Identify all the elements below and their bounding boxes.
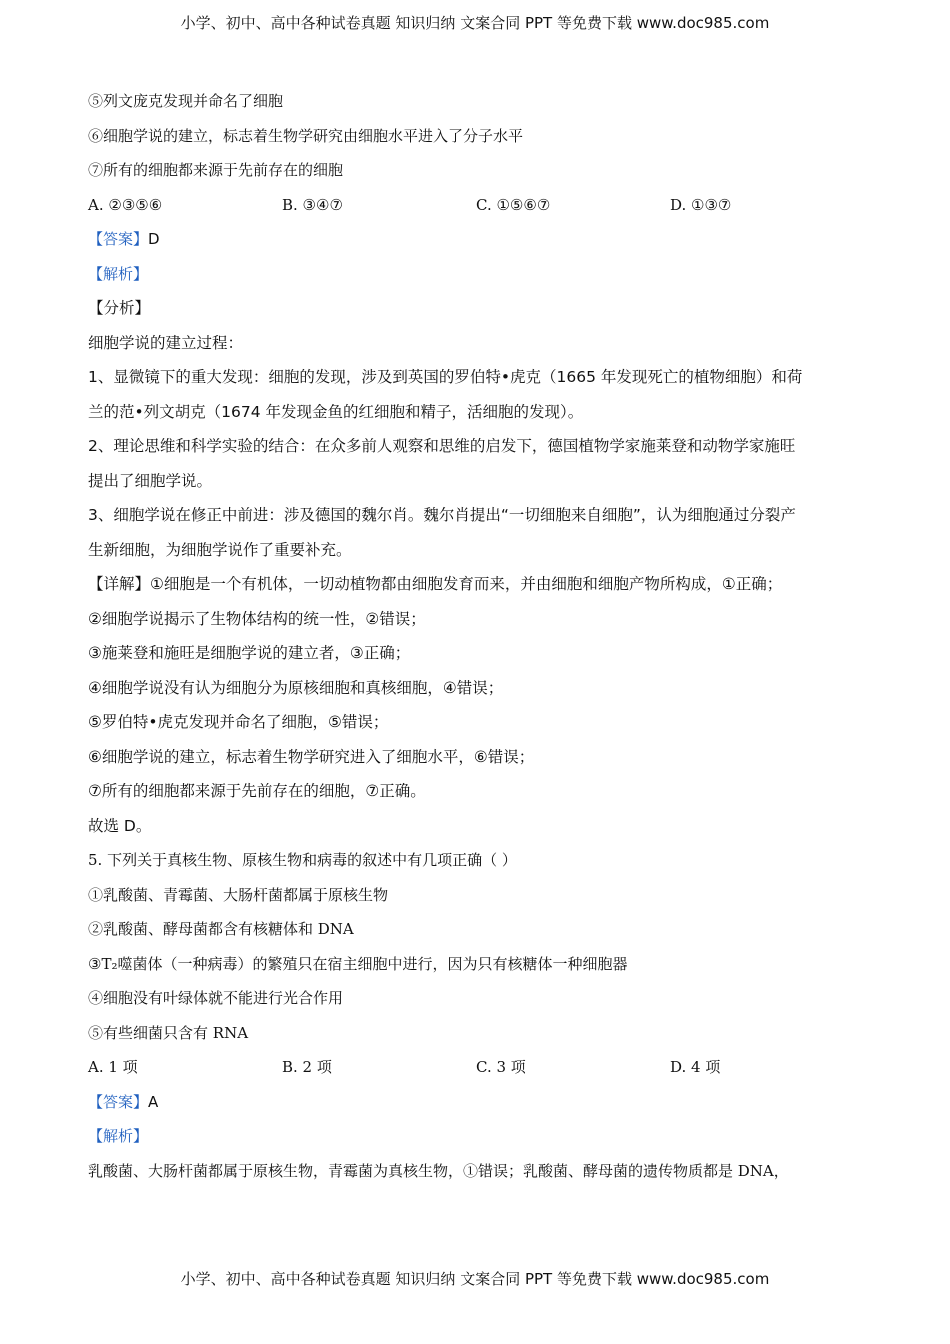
fenxi-tag: 【分析】	[88, 299, 151, 317]
q5-jiexi	[88, 1119, 858, 1154]
q5-option-d: D. 4 项	[670, 1058, 721, 1076]
document-body	[88, 84, 858, 1188]
page-header: 小学、初中、高中各种试卷真题 知识归纳 文案合同 PPT 等免费下载 www.doc985.com	[180, 14, 770, 32]
q5-explanation: 乳酸菌、大肠杆菌都属于原核生物，青霉菌为真核生物，①错误；乳酸菌、酵母菌的遗传物质都是 DNA，	[88, 1161, 789, 1180]
q4-options	[88, 188, 858, 223]
detail-text: ①细胞是一个有机体，一切动植物都由细胞发育而来，并由细胞和细胞产物所构成，①正确；	[150, 575, 783, 593]
analysis-line: 3、细胞学说在修正中前进：涉及德国的魏尔肖。魏尔肖提出“一切细胞来自细胞”，认为细胞通过分裂产	[88, 506, 796, 524]
q5-statement: ①乳酸菌、青霉菌、大肠杆菌都属于原核生物	[88, 885, 389, 904]
q5-statement: ⑤有些细菌只含有 RNA	[88, 1023, 249, 1042]
answer-tag: 【答案】	[88, 1092, 149, 1111]
q5-option-b: B. 2 项	[282, 1058, 332, 1076]
q4-statement: ⑤列文庞克发现并命名了细胞	[88, 92, 284, 110]
q5-statement: ④细胞没有叶绿体就不能进行光合作用	[88, 989, 344, 1007]
q5-statement: ③T₂噬菌体（一种病毒）的繁殖只在宿主细胞中进行，因为只有核糖体一种细胞器	[88, 954, 628, 973]
detail-line: 故选 D。	[88, 816, 152, 835]
detail-line: ⑤罗伯特•虎克发现并命名了细胞，⑤错误；	[88, 713, 389, 731]
q5-statement: ②乳酸菌、酵母菌都含有核糖体和 DNA	[88, 920, 354, 938]
q5-option-a: A. 1 项	[88, 1058, 138, 1076]
answer-value: A	[148, 1092, 159, 1111]
q4-option-b: B. ③④⑦	[282, 195, 343, 214]
answer-value: D	[148, 230, 160, 248]
detail-line: ⑥细胞学说的建立，标志着生物学研究进入了细胞水平，⑥错误；	[88, 747, 535, 766]
analysis-line: 提出了细胞学说。	[88, 471, 213, 490]
jiexi-tag: 【解析】	[88, 264, 149, 283]
detail-line: ⑦所有的细胞都来源于先前存在的细胞，⑦正确。	[88, 782, 426, 800]
q4-statement: ⑦所有的细胞都来源于先前存在的细胞	[88, 161, 344, 179]
detail-line: ④细胞学说没有认为细胞分为原核细胞和真核细胞，④错误；	[88, 678, 504, 697]
detail-line: ③施莱登和施旺是细胞学说的建立者，③正确；	[88, 644, 411, 662]
answer-tag: 【答案】	[88, 230, 149, 248]
q5-answer	[88, 1085, 858, 1120]
q4-fenxi	[88, 291, 858, 326]
q5-option-c: C. 3 项	[476, 1058, 526, 1076]
q4-answer	[88, 222, 858, 257]
detail-tag: 【详解】	[88, 575, 151, 593]
detail-first-line	[88, 567, 858, 602]
analysis-line: 细胞学说的建立过程：	[88, 333, 244, 352]
q4-option-c: C. ①⑤⑥⑦	[476, 195, 551, 214]
detail-line: ②细胞学说揭示了生物体结构的统一性，②错误；	[88, 609, 426, 628]
q5-options	[88, 1050, 858, 1085]
analysis-line: 2、理论思维和科学实验的结合：在众多前人观察和思维的启发下，德国植物学家施莱登和动物学家施旺	[88, 437, 796, 455]
q5-stem: 5. 下列关于真核生物、原核生物和病毒的叙述中有几项正确（ ）	[88, 851, 517, 869]
jiexi-tag: 【解析】	[88, 1127, 149, 1145]
q4-statement: ⑥细胞学说的建立，标志着生物学研究由细胞水平进入了分子水平	[88, 126, 524, 145]
page-footer: 小学、初中、高中各种试卷真题 知识归纳 文案合同 PPT 等免费下载 www.doc985.com	[180, 1270, 770, 1288]
q4-option-a: A. ②③⑤⑥	[88, 195, 163, 214]
analysis-line: 1、显微镜下的重大发现：细胞的发现，涉及到英国的罗伯特•虎克（1665 年发现死亡的植物细胞）和荷	[88, 368, 803, 386]
q4-jiexi	[88, 257, 858, 292]
q4-option-d: D. ①③⑦	[670, 195, 732, 214]
analysis-line: 兰的范•列文胡克（1674 年发现金鱼的红细胞和精子，活细胞的发现）。	[88, 402, 584, 421]
analysis-line: 生新细胞，为细胞学说作了重要补充。	[88, 540, 352, 559]
